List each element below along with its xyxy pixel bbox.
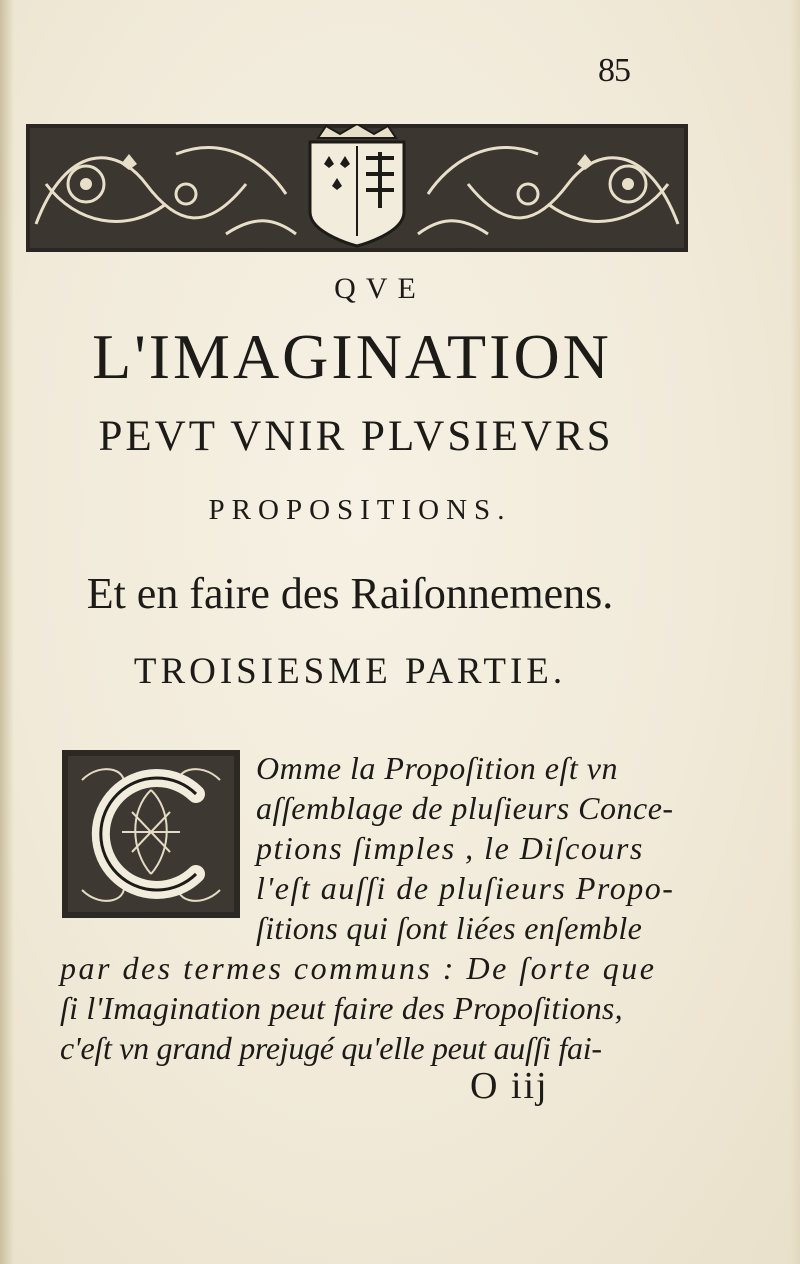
decorated-initial-c bbox=[62, 750, 240, 918]
body-line-2: aſſemblage de pluſieurs Conce- bbox=[256, 790, 674, 826]
body-line-4: l'eſt auſſi de pluſieurs Propo- bbox=[256, 870, 675, 906]
body-line-8: c'eſt vn grand prejugé qu'elle peut auſſi fai- bbox=[60, 1030, 602, 1066]
body-line-7: ſi l'Imagination peut faire des Propoſitions, bbox=[60, 990, 623, 1026]
page-number: 85 bbox=[598, 52, 630, 89]
body-line-3: ptions ſimples , le Diſcours bbox=[256, 830, 644, 866]
title-peut-vnir: PEVT VNIR PLVSIEVRS bbox=[98, 413, 614, 460]
body-line-6: par des termes communs : De ſorte que bbox=[60, 950, 657, 986]
title-imagination: L'IMAGINATION bbox=[92, 321, 612, 392]
title-propositions: PROPOSITIONS. bbox=[208, 494, 512, 526]
body-line-5: ſitions qui ſont liées enſemble bbox=[256, 910, 643, 946]
ornamental-headpiece bbox=[26, 124, 688, 252]
subtitle-raisonnemens: Et en faire des Raiſonnemens. bbox=[86, 569, 614, 618]
signature-mark: O iij bbox=[470, 1065, 549, 1107]
part-heading: TROISIESME PARTIE. bbox=[133, 651, 567, 692]
body-line-1: Omme la Propoſition eſt vn bbox=[256, 750, 618, 786]
title-que: QVE bbox=[334, 272, 426, 305]
